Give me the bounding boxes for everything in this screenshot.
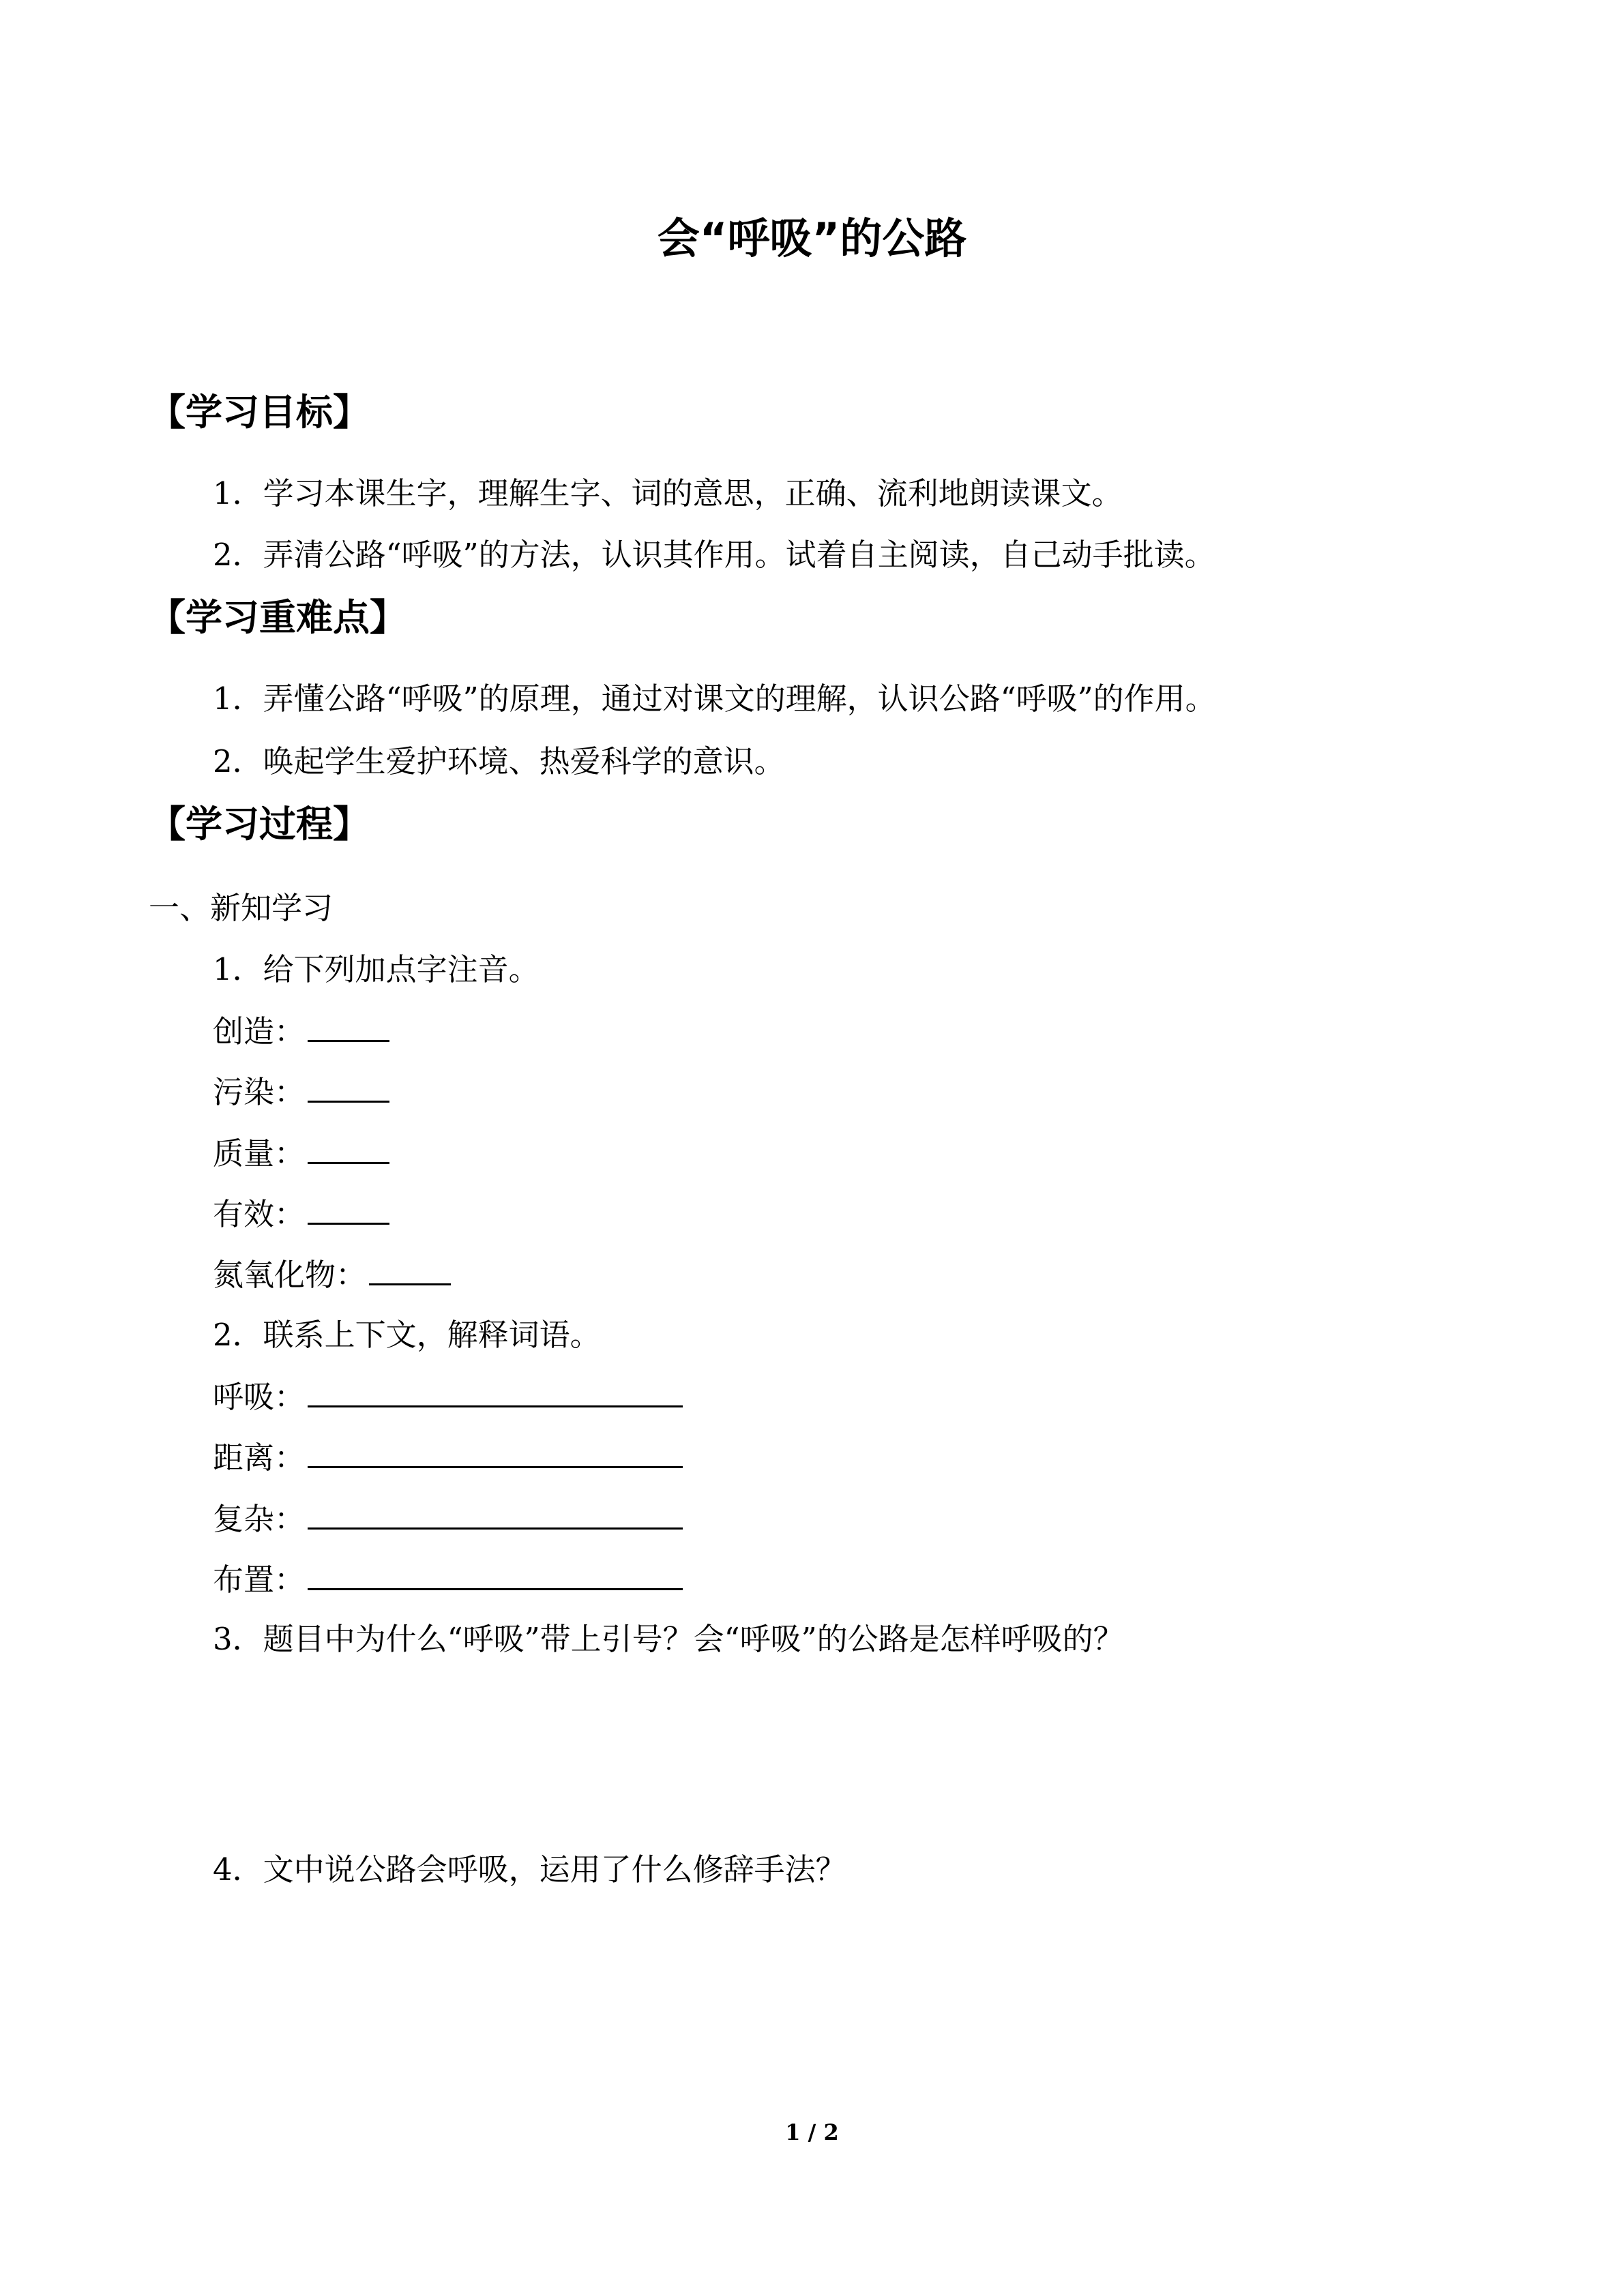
q1-item-label: 污染： xyxy=(213,1074,306,1110)
q1-item-label: 氮氧化物： xyxy=(213,1257,367,1293)
keypoint-item-2: 2．唤起学生爱护环境、热爱科学的意识。 xyxy=(213,743,785,779)
question-2: 2．联系上下文，解释词语。 xyxy=(213,1317,601,1353)
q2-item-label: 距离： xyxy=(213,1440,306,1476)
q2-item-label: 呼吸： xyxy=(213,1379,306,1415)
q1-item-label: 质量： xyxy=(213,1135,306,1172)
q2-item-label: 复杂： xyxy=(213,1501,306,1537)
answer-blank[interactable] xyxy=(308,1496,683,1530)
answer-blank[interactable] xyxy=(308,1374,683,1407)
q2-item-label: 布置： xyxy=(213,1562,306,1598)
question-1: 1．给下列加点字注音。 xyxy=(213,951,540,987)
document-title: 会“呼吸”的公路 xyxy=(657,213,967,263)
answer-blank[interactable] xyxy=(308,1009,389,1042)
keypoint-item-1: 1．弄懂公路“呼吸”的原理，通过对课文的理解，认识公路“呼吸”的作用。 xyxy=(213,681,1216,717)
process-heading: 【学习过程】 xyxy=(149,803,370,846)
part1-heading: 一、新知学习 xyxy=(149,890,334,926)
question-3: 3．题目中为什么“呼吸”带上引号？会“呼吸”的公路是怎样呼吸的？ xyxy=(213,1621,1124,1657)
q1-item-4 xyxy=(213,1191,389,1236)
answer-blank[interactable] xyxy=(308,1191,389,1225)
answer-blank[interactable] xyxy=(308,1435,683,1468)
q1-item-2 xyxy=(213,1069,389,1114)
answer-blank[interactable] xyxy=(308,1557,683,1590)
q2-item-1 xyxy=(213,1374,683,1419)
answer-blank[interactable] xyxy=(308,1131,389,1164)
objective-item-2: 2．弄清公路“呼吸”的方法，认识其作用。试着自主阅读，自己动手批读。 xyxy=(213,537,1215,573)
answer-blank[interactable] xyxy=(308,1069,389,1103)
q2-item-2 xyxy=(213,1435,683,1480)
q2-item-4 xyxy=(213,1557,683,1602)
objective-item-1: 1．学习本课生字，理解生字、词的意思，正确、流利地朗读课文。 xyxy=(213,475,1123,511)
q2-item-3 xyxy=(213,1496,683,1541)
keypoints-heading: 【学习重难点】 xyxy=(149,596,407,639)
objectives-heading: 【学习目标】 xyxy=(149,391,370,434)
q1-item-label: 有效： xyxy=(213,1196,306,1232)
q1-item-3 xyxy=(213,1131,389,1176)
page-number: 1 / 2 xyxy=(785,2119,839,2145)
q1-item-1 xyxy=(213,1009,389,1054)
answer-blank[interactable] xyxy=(369,1252,451,1285)
question-4: 4．文中说公路会呼吸，运用了什么修辞手法？ xyxy=(213,1851,846,1888)
q1-item-5 xyxy=(213,1252,451,1297)
q1-item-label: 创造： xyxy=(213,1013,306,1049)
